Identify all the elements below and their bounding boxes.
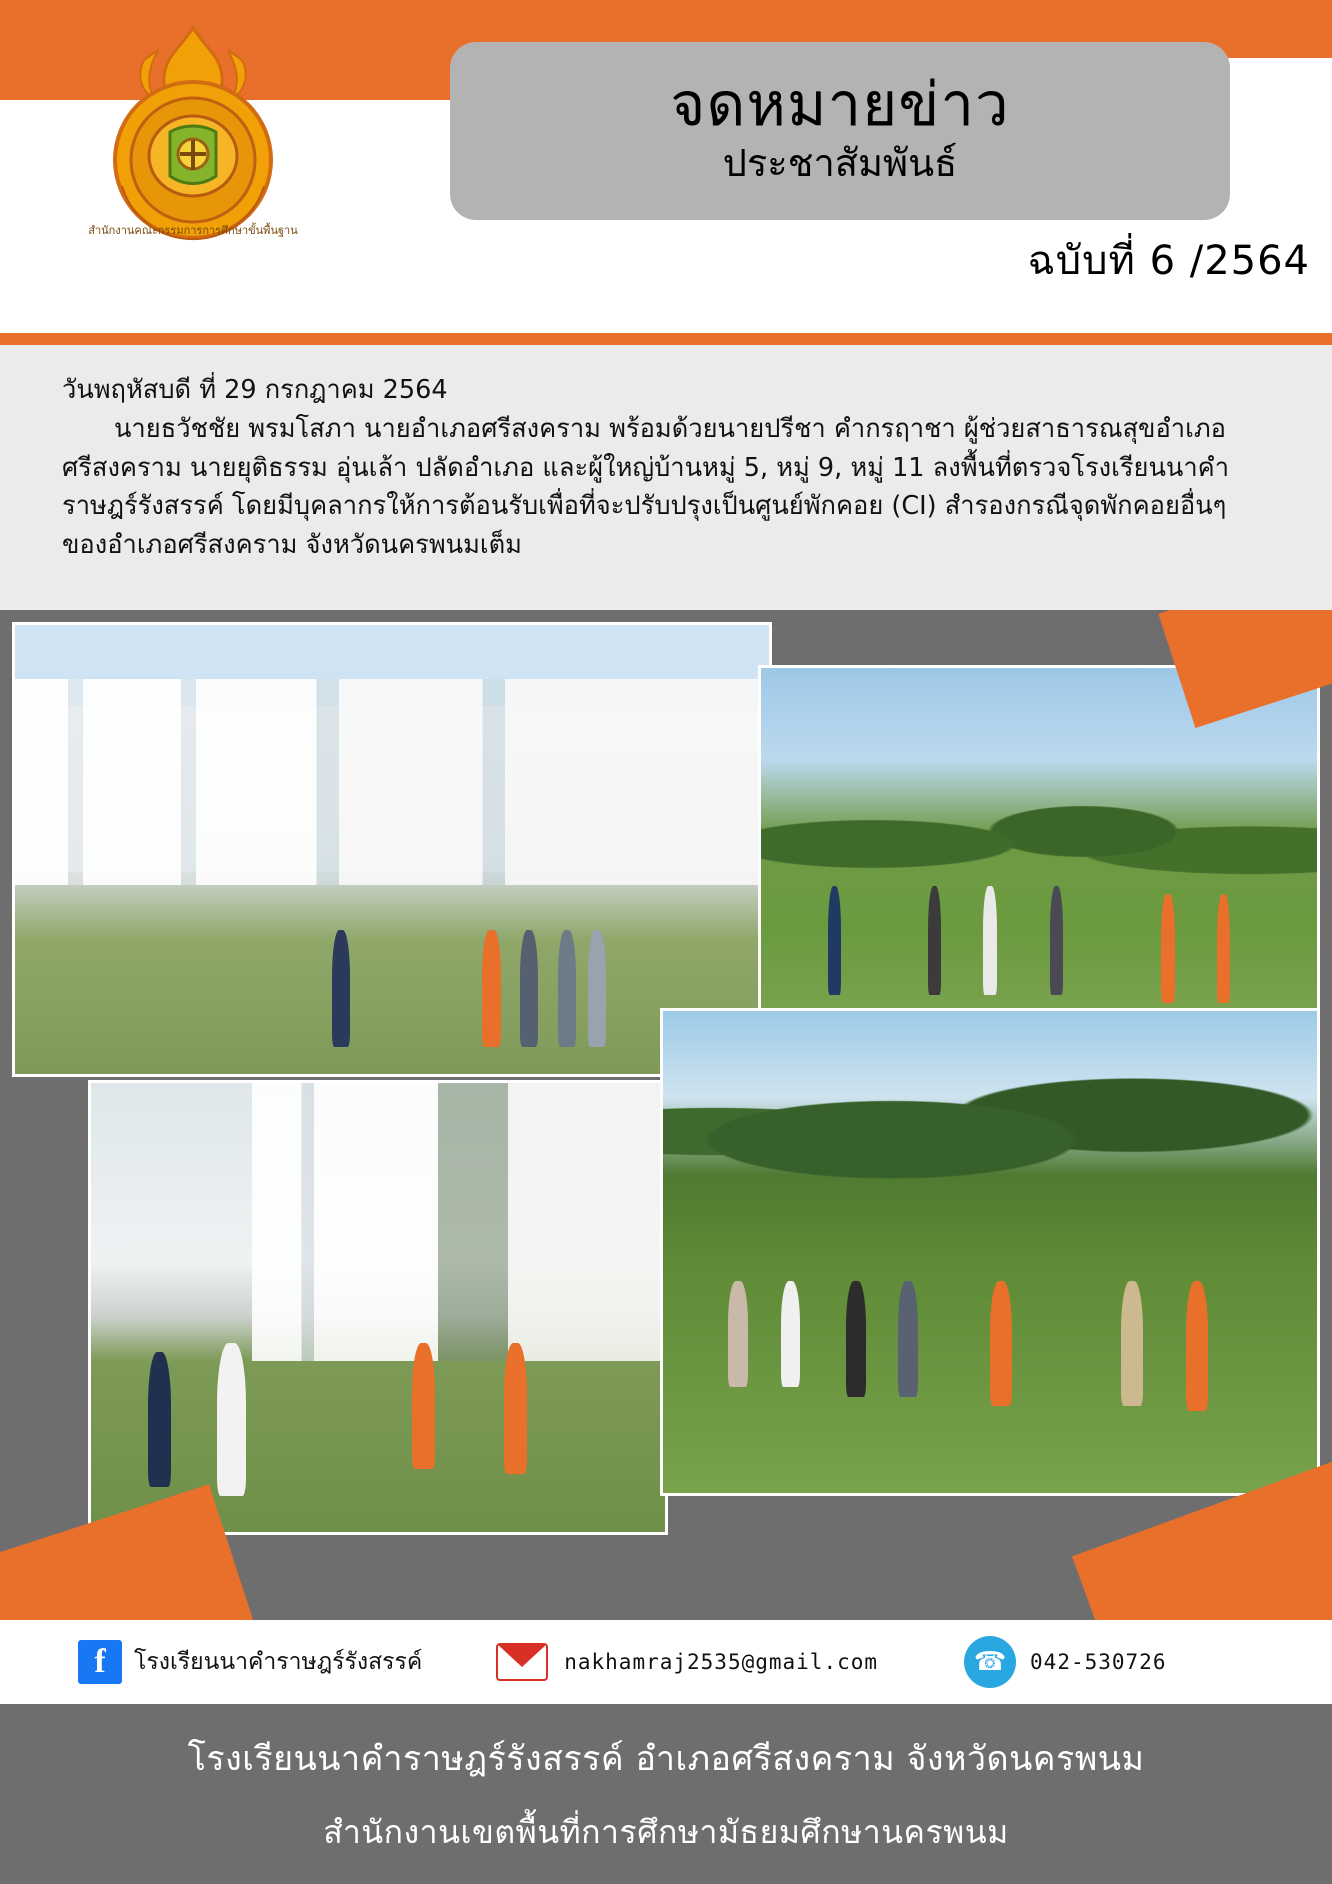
footer-office-name: สำนักงานเขตพื้นที่การศึกษามัธยมศึกษานครพนม <box>323 1812 1009 1851</box>
person-figure <box>781 1281 801 1387</box>
person-figure <box>1121 1281 1143 1406</box>
contact-strip <box>0 1620 1332 1704</box>
article-date: วันพฤหัสบดี ที่ 29 กรกฎาคม 2564 <box>62 375 448 405</box>
header-bottom-rule <box>0 333 1332 345</box>
person-figure <box>588 930 606 1047</box>
person-figure <box>728 1281 748 1387</box>
phone-icon: ☎ <box>964 1636 1016 1688</box>
photo-inspection-lawn <box>660 1008 1320 1496</box>
photo-scene <box>91 1083 665 1532</box>
contact-facebook[interactable] <box>78 1640 422 1684</box>
person-figure <box>898 1281 918 1397</box>
photo-scene <box>663 1011 1317 1493</box>
person-figure <box>217 1343 246 1496</box>
person-figure <box>1050 886 1063 995</box>
person-figure <box>482 930 500 1047</box>
page-title: จดหมายข่าว <box>670 69 1010 140</box>
article-paragraph: นายธวัชชัย พรมโสภา นายอำเภอศรีสงคราม พร้อมด้วยนายปรีชา คำกรฤาชา ผู้ช่วยสาธารณสุขอำเภอศรีสงคราม นายยุติธรรม อุ่นเล้า ปลัดอำเภอ และผู้ใหญ่บ้านหมู่ 5, หมู่ 9, หมู่ 11 ลงพื้นที่ตรวจโรงเรียนนาคำราษฎร์รังสรรค์ โดยมีบุคลากรให้การต้อนรับเพื่อที่จะปรับปรุงเป็นศูนย์พักคอย (CI) สำรองกรณีจุดพักคอยอื่นๆของอำเภอศรีสงคราม จังหวัดนครพนมเต็ม <box>62 413 1230 560</box>
page-footer <box>0 1704 1332 1884</box>
photo-scene <box>15 625 769 1074</box>
person-figure <box>928 886 941 995</box>
svg-text:สำนักงานคณะกรรมการการศึกษาขั้น: สำนักงานคณะกรรมการการศึกษาขั้นพื้นฐาน <box>88 224 298 237</box>
person-figure <box>983 886 996 995</box>
person-figure <box>1217 894 1230 1003</box>
phone-number: 042-530726 <box>1030 1650 1167 1674</box>
footer-school-name: โรงเรียนนาคำราษฎร์รังสรรค์ อำเภอศรีสงคราม จังหวัดนครพนม <box>187 1738 1145 1779</box>
page-subtitle: ประชาสัมพันธ์ <box>722 140 958 185</box>
person-figure <box>990 1281 1012 1406</box>
facebook-icon: f <box>78 1640 122 1684</box>
person-figure <box>520 930 538 1047</box>
contact-phone[interactable] <box>964 1636 1166 1688</box>
email-address: nakhamraj2535@gmail.com <box>564 1650 879 1674</box>
person-figure <box>1186 1281 1208 1411</box>
photo-school-building-exterior <box>12 622 772 1077</box>
person-figure <box>412 1343 435 1469</box>
photo-collage <box>0 610 1332 1620</box>
person-figure <box>148 1352 171 1487</box>
photo-corridor-staff <box>88 1080 668 1535</box>
person-figure <box>1161 894 1174 1003</box>
person-figure <box>828 886 841 995</box>
article-text-block <box>0 345 1332 610</box>
gmail-icon <box>496 1643 548 1681</box>
person-figure <box>504 1343 527 1473</box>
obec-emblem-logo <box>88 20 298 260</box>
person-figure <box>846 1281 866 1397</box>
facebook-page-name: โรงเรียนนาคำราษฎร์รังสรรค์ <box>134 1649 423 1675</box>
contact-email[interactable] <box>496 1643 878 1681</box>
issue-number: ฉบับที่ 6 /2564 <box>1027 238 1310 284</box>
page-header <box>0 0 1332 345</box>
person-figure <box>332 930 350 1047</box>
person-figure <box>558 930 576 1047</box>
newsletter-title-box <box>450 42 1230 220</box>
